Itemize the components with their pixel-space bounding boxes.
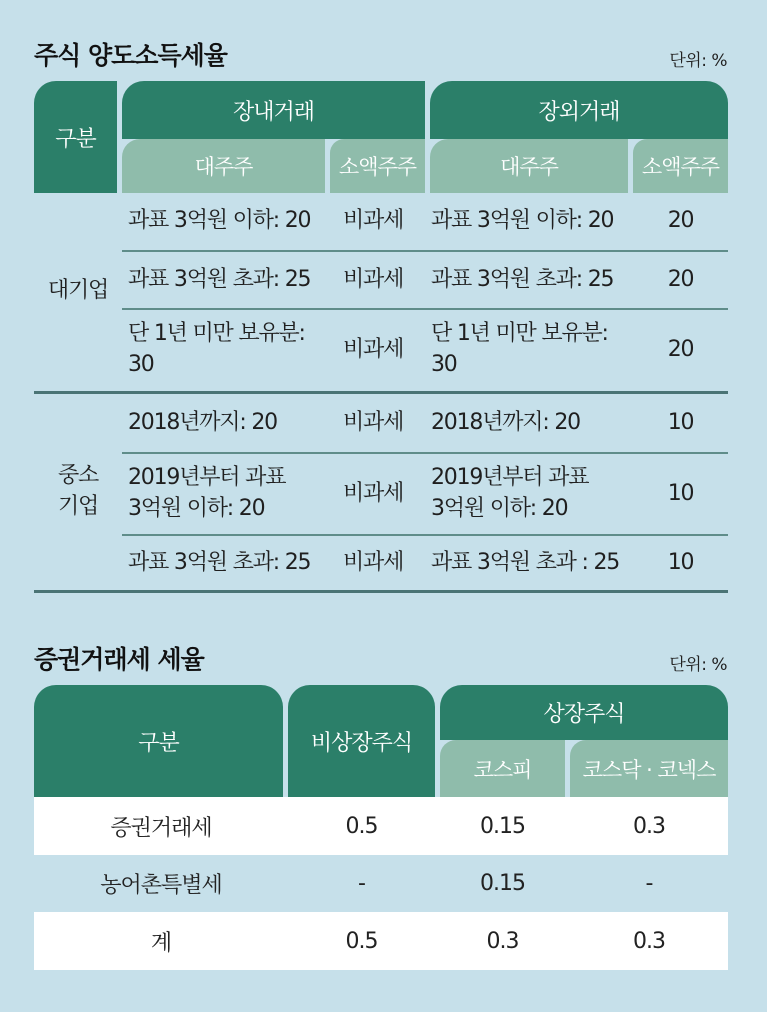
row5-onmarket-minor: 비과세 xyxy=(343,480,404,506)
row4-offmarket-major: 2018년까지: 20 xyxy=(431,409,580,435)
table2-header-unlisted: 비상장주식 xyxy=(288,685,435,797)
table1-bottom-rule xyxy=(34,590,728,593)
row3-onmarket-minor: 비과세 xyxy=(343,336,404,362)
t2-row2-label: 농어촌특별세 xyxy=(100,873,222,898)
table1-header-on-major: 대주주 xyxy=(122,139,325,193)
t2-row3-kospi: 0.3 xyxy=(486,928,519,954)
t2-row1-label: 증권거래세 xyxy=(110,815,212,841)
table2-title: 증권거래세 세율 xyxy=(34,645,204,674)
row5-offmarket-minor: 10 xyxy=(667,480,694,506)
table2-header-kosdaq: 코스닥 · 코넥스 xyxy=(570,740,728,797)
row3-offmarket-major: 단 1년 미만 보유분: 30 xyxy=(431,321,608,377)
row3-offmarket-minor: 20 xyxy=(667,336,694,362)
table1-unit: 단위: % xyxy=(669,51,727,71)
row2-offmarket-minor: 20 xyxy=(667,266,694,292)
table1-header-category: 구분 xyxy=(34,81,117,193)
row3-onmarket-major: 단 1년 미만 보유분: 30 xyxy=(128,321,305,377)
table2-header-category: 구분 xyxy=(34,685,283,797)
table1-header-offmarket: 장외거래 xyxy=(430,81,728,139)
table2-unit: 단위: % xyxy=(669,655,727,675)
t2-row1-kosdaq: 0.3 xyxy=(633,813,665,839)
row4-onmarket-minor: 비과세 xyxy=(343,409,404,435)
table2-header-listed: 상장주식 xyxy=(440,685,728,740)
row6-offmarket-minor: 10 xyxy=(667,549,694,575)
t2-row2-unlisted: - xyxy=(358,871,365,896)
t2-row3-label: 계 xyxy=(150,930,172,956)
row1-offmarket-minor: 20 xyxy=(667,208,694,234)
row1-onmarket-minor: 비과세 xyxy=(343,208,404,234)
table2-header-kospi: 코스피 xyxy=(440,740,565,797)
row4-offmarket-minor: 10 xyxy=(667,409,694,435)
row1-onmarket-major: 과표 3억원 이하: 20 xyxy=(128,208,311,234)
row6-onmarket-major: 과표 3억원 초과: 25 xyxy=(128,549,311,575)
row6-offmarket-major: 과표 3억원 초과 : 25 xyxy=(431,549,620,575)
row5-onmarket-major: 2019년부터 과표 3억원 이하: 20 xyxy=(128,465,286,521)
t2-row2-kospi: 0.15 xyxy=(480,871,525,896)
row2-onmarket-minor: 비과세 xyxy=(343,266,404,292)
table1-header-on-minor: 소액주주 xyxy=(330,139,425,193)
group-large-company: 대기업 xyxy=(47,278,109,304)
row4-onmarket-major: 2018년까지: 20 xyxy=(128,409,277,435)
table1-header-onmarket: 장내거래 xyxy=(122,81,425,139)
row2-offmarket-major: 과표 3억원 초과: 25 xyxy=(431,266,614,292)
row6-onmarket-minor: 비과세 xyxy=(343,549,404,575)
row2-onmarket-major: 과표 3억원 초과: 25 xyxy=(128,266,311,292)
table1-header-off-minor: 소액주주 xyxy=(633,139,728,193)
table1-header-off-major: 대주주 xyxy=(430,139,628,193)
t2-row2-kosdaq: - xyxy=(645,871,653,896)
table1-title: 주식 양도소득세율 xyxy=(34,41,227,70)
t2-row3-kosdaq: 0.3 xyxy=(633,928,665,954)
row5-offmarket-major: 2019년부터 과표 3억원 이하: 20 xyxy=(431,465,589,521)
t2-row3-unlisted: 0.5 xyxy=(345,928,378,954)
t2-row1-unlisted: 0.5 xyxy=(345,813,378,839)
t2-row1-kospi: 0.15 xyxy=(480,813,525,839)
group-sme: 중소 기업 xyxy=(57,462,99,519)
row1-offmarket-major: 과표 3억원 이하: 20 xyxy=(431,208,614,234)
